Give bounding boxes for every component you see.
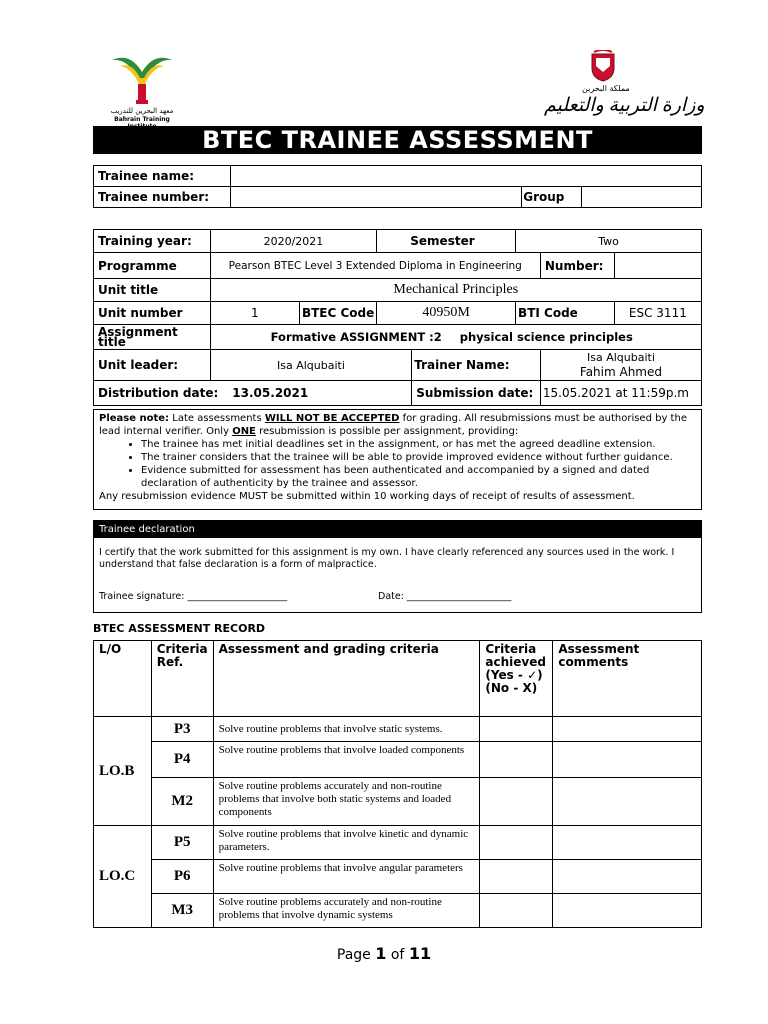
group-field[interactable] xyxy=(582,187,702,208)
table-row xyxy=(94,778,702,826)
document-title: BTEC TRAINEE ASSESSMENT xyxy=(93,126,702,154)
note-lead: Please note: xyxy=(99,413,170,424)
semester-label: Semester xyxy=(377,230,516,253)
distribution-date: 13.05.2021 xyxy=(232,386,309,400)
comments-cell[interactable] xyxy=(553,742,702,778)
lo-label: LO.C xyxy=(94,826,152,928)
achieved-cell[interactable] xyxy=(480,826,553,860)
achieved-cell[interactable] xyxy=(480,894,553,928)
header-achieved: Criteria achieved (Yes - ✓) (No - X) xyxy=(480,641,553,717)
criteria-desc: Solve routine problems that involve angular parameters xyxy=(213,860,480,894)
declaration-header: Trainee declaration xyxy=(94,521,701,538)
achieved-cell[interactable] xyxy=(480,717,553,742)
assignment-title-main: Formative ASSIGNMENT :2 xyxy=(270,330,442,344)
of-word: of xyxy=(390,947,405,963)
programme-value: Pearson BTEC Level 3 Extended Diploma in Engineering xyxy=(210,253,540,279)
criteria-desc: Solve routine problems that involve kinetic and dynamic parameters. xyxy=(213,826,480,860)
unit-title-label: Unit title xyxy=(94,279,211,302)
header-lo: L/O xyxy=(94,641,152,717)
bti-emblem-icon xyxy=(100,50,184,106)
programme-label: Programme xyxy=(94,253,211,279)
comments-cell[interactable] xyxy=(553,778,702,826)
btec-code-label: BTEC Code xyxy=(299,302,376,325)
training-year-value: 2020/2021 xyxy=(210,230,377,253)
submission-date: 15.05.2021 at 11:59p.m xyxy=(540,381,701,406)
assignment-title-label: Assignment title xyxy=(94,325,211,350)
trainer-name-1: Isa Alqubaiti xyxy=(586,351,655,364)
unit-number-label: Unit number xyxy=(94,302,211,325)
note-closing: Any resubmission evidence MUST be submitted within 10 working days of receipt of results of assessment. xyxy=(99,491,635,502)
note-bullet: • Evidence submitted for assessment has been authenticated and accompanied by a signed and dated declaration of authenticity by the trainee and assessor. xyxy=(141,464,696,490)
bti-arabic-name: معهد البحرين للتدريب xyxy=(110,107,174,115)
bti-code-value: ESC 3111 xyxy=(614,302,701,325)
note-text-2: for grading. All resubmissions must be authorised by the lead internal verifier. Only xyxy=(99,413,687,437)
assignment-details-table xyxy=(93,229,702,406)
bti-english-name: Bahrain Training xyxy=(114,116,170,123)
trainer-name-2: Fahim Ahmed xyxy=(579,365,662,379)
note-bullet: • The trainee has met initial deadlines set in the assignment, or has met the agreed deadline extension. xyxy=(141,438,696,451)
unit-number-value: 1 xyxy=(210,302,299,325)
moe-arabic-small: مملكة البحرين xyxy=(582,84,630,93)
submission-label: Submission date: xyxy=(412,381,541,406)
criteria-ref: P5 xyxy=(151,826,213,860)
header-ref: Criteria Ref. xyxy=(151,641,213,717)
criteria-desc: Solve routine problems accurately and non-routine problems that involve both static systems and loaded components xyxy=(213,778,480,826)
moe-arabic-large: وزارة التربية والتعليم xyxy=(544,95,705,116)
criteria-ref: P4 xyxy=(151,742,213,778)
table-row xyxy=(94,717,702,742)
trainee-table xyxy=(93,165,702,208)
bti-logo xyxy=(100,50,184,128)
assignment-title-value xyxy=(210,325,701,350)
comments-cell[interactable] xyxy=(553,717,702,742)
bti-code-label: BTI Code xyxy=(516,302,615,325)
header-comments: Assessment comments xyxy=(553,641,702,717)
distribution-cell xyxy=(94,381,412,406)
resubmission-note xyxy=(93,409,702,510)
note-bullet: • The trainer considers that the trainee will be able to provide improved evidence without further guidance. xyxy=(141,451,696,464)
note-emphasis: WILL NOT BE ACCEPTED xyxy=(264,413,400,424)
distribution-label: Distribution date: xyxy=(98,386,219,400)
number-field[interactable] xyxy=(614,253,701,279)
note-text-1: Late assessments xyxy=(169,413,265,424)
page-footer xyxy=(0,944,768,963)
note-text-3: resubmission is possible per assignment, providing: xyxy=(255,426,519,437)
table-row xyxy=(94,826,702,860)
comments-cell[interactable] xyxy=(553,826,702,860)
btec-code-value: 40950M xyxy=(377,302,516,325)
table-row xyxy=(94,894,702,928)
trainee-name-label: Trainee name: xyxy=(94,166,231,187)
assessment-record-table xyxy=(93,640,702,928)
achieved-cell[interactable] xyxy=(480,860,553,894)
criteria-ref: P6 xyxy=(151,860,213,894)
moe-logo xyxy=(540,50,705,126)
page-word: Page xyxy=(336,947,371,963)
lo-label: LO.B xyxy=(94,717,152,826)
table-row xyxy=(94,742,702,778)
note-paragraph xyxy=(99,412,696,438)
table-row xyxy=(94,860,702,894)
trainer-name-value xyxy=(540,350,701,381)
criteria-ref: M3 xyxy=(151,894,213,928)
criteria-ref: M2 xyxy=(151,778,213,826)
trainee-name-field[interactable] xyxy=(230,166,701,187)
bahrain-crest-icon xyxy=(590,50,616,82)
trainer-name-label: Trainer Name: xyxy=(412,350,541,381)
criteria-desc: Solve routine problems that involve static systems. xyxy=(213,717,480,742)
number-label: Number: xyxy=(540,253,614,279)
achieved-cell[interactable] xyxy=(480,778,553,826)
declaration-text: I certify that the work submitted for this assignment is my own. I have clearly referenced any sources used in the work. I understand that false declaration is a form of malpractice. xyxy=(99,547,675,570)
trainee-number-label: Trainee number: xyxy=(94,187,231,208)
criteria-ref: P3 xyxy=(151,717,213,742)
criteria-desc: Solve routine problems accurately and non-routine problems that involve dynamic systems xyxy=(213,894,480,928)
note-one: ONE xyxy=(232,426,256,437)
date-line[interactable]: Date: ______________________ xyxy=(378,591,512,602)
achieved-cell[interactable] xyxy=(480,742,553,778)
page-number: 1 xyxy=(375,944,387,963)
semester-value: Two xyxy=(516,230,702,253)
assessment-record-title: BTEC ASSESSMENT RECORD xyxy=(93,622,266,635)
trainee-declaration xyxy=(93,520,702,613)
trainee-number-field[interactable] xyxy=(230,187,521,208)
criteria-desc: Solve routine problems that involve loaded components xyxy=(213,742,480,778)
header-criteria: Assessment and grading criteria xyxy=(213,641,480,717)
page-total: 11 xyxy=(408,944,432,963)
comments-cell[interactable] xyxy=(553,894,702,928)
note-bullet-list xyxy=(99,438,696,490)
signature-line[interactable]: Trainee signature: _____________________ xyxy=(99,591,288,602)
unit-title-value: Mechanical Principles xyxy=(210,279,701,302)
comments-cell[interactable] xyxy=(553,860,702,894)
group-label: Group xyxy=(522,187,582,208)
unit-leader-label: Unit leader: xyxy=(94,350,211,381)
unit-leader-value: Isa Alqubaiti xyxy=(210,350,412,381)
training-year-label: Training year: xyxy=(94,230,211,253)
assignment-title-sub: physical science principles xyxy=(459,330,633,344)
